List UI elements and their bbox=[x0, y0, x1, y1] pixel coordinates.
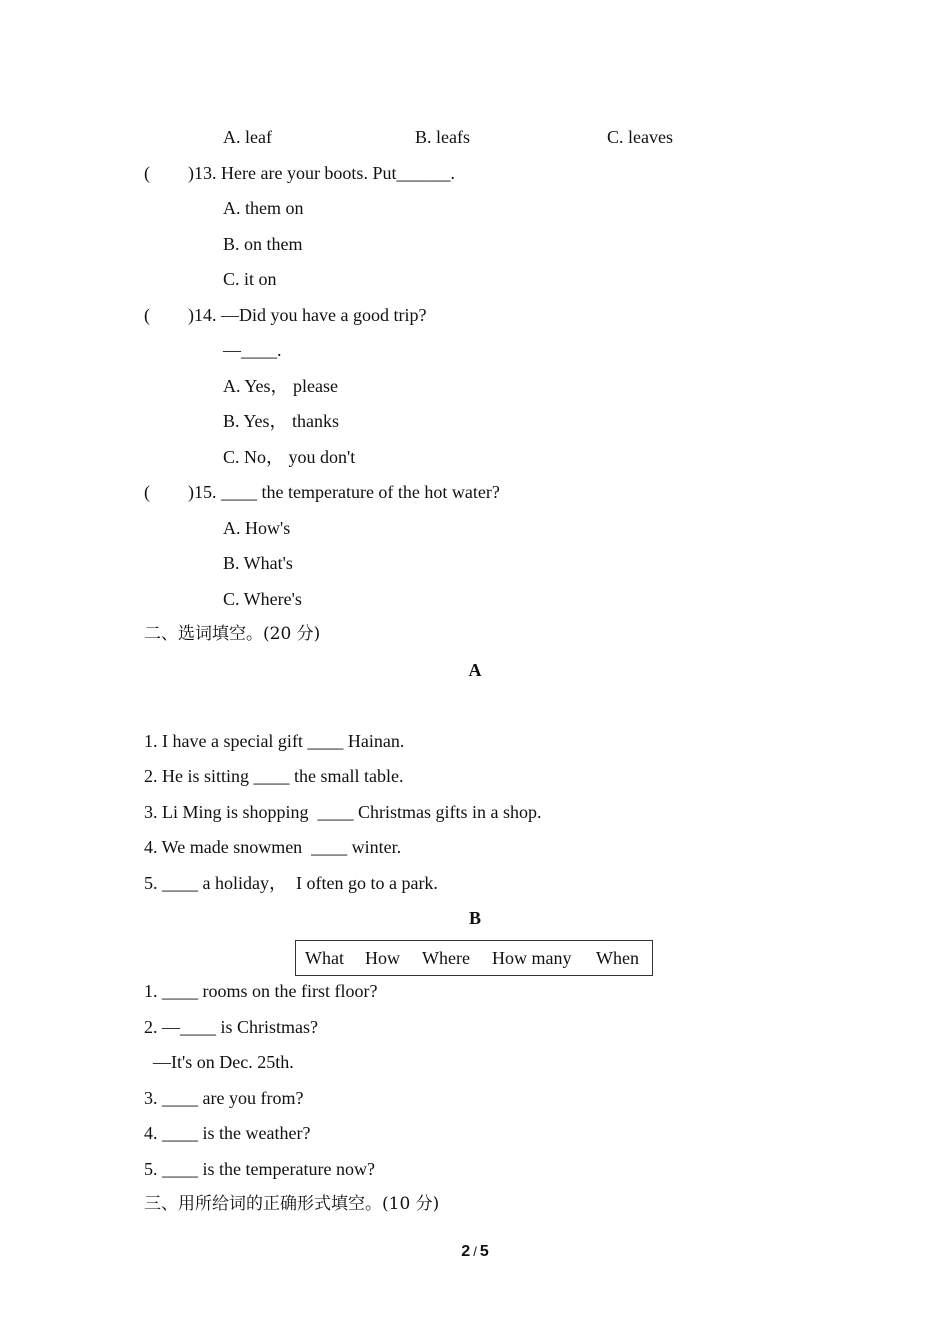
q15-option-c: C. Where's bbox=[223, 589, 302, 609]
q13-option-b: B. on them bbox=[223, 234, 303, 254]
q14-option-c: C. No， you don't bbox=[223, 447, 356, 467]
q15-answer-paren[interactable]: ( bbox=[144, 482, 150, 502]
part-a-item-5: 5. ____ a holiday， I often go to a park. bbox=[144, 873, 438, 893]
q14-reply: —____. bbox=[223, 340, 282, 360]
q14-answer-paren[interactable]: ( bbox=[144, 305, 150, 325]
section2-title: 二、选词填空。(20 分) bbox=[144, 624, 321, 644]
q12-option-b: B. leafs bbox=[415, 127, 470, 147]
q12-option-a: A. leaf bbox=[223, 127, 272, 147]
q13-option-c: C. it on bbox=[223, 269, 277, 289]
part-b-item-5: 5. ____ is the temperature now? bbox=[144, 1159, 375, 1179]
word-box-item: What bbox=[305, 948, 344, 968]
q13-option-a: A. them on bbox=[223, 198, 304, 218]
part-a-label: A bbox=[468, 660, 482, 680]
q15-option-a: A. How's bbox=[223, 518, 291, 538]
page-separator: / bbox=[473, 1244, 477, 1259]
part-b-label: B bbox=[468, 908, 481, 928]
word-box-item: How bbox=[365, 948, 400, 968]
part-b-item-2: 2. —____ is Christmas? bbox=[144, 1017, 318, 1037]
part-a-item-2: 2. He is sitting ____ the small table. bbox=[144, 766, 404, 786]
q14-stem: )14. —Did you have a good trip? bbox=[188, 305, 427, 325]
q14-option-b: B. Yes， thanks bbox=[223, 411, 340, 431]
page-number bbox=[0, 1243, 950, 1261]
part-a-item-4: 4. We made snowmen ____ winter. bbox=[144, 837, 402, 857]
page-total: 5 bbox=[479, 1243, 489, 1260]
q15-stem: )15. ____ the temperature of the hot water? bbox=[188, 482, 500, 502]
q12-option-c: C. leaves bbox=[607, 127, 673, 147]
section3-title: 三、用所给词的正确形式填空。(10 分) bbox=[144, 1194, 440, 1214]
q15-option-b: B. What's bbox=[223, 553, 293, 573]
word-box-item: How many bbox=[492, 948, 572, 968]
part-a-item-3: 3. Li Ming is shopping ____ Christmas gifts in a shop. bbox=[144, 802, 542, 822]
part-b-item-1: 1. ____ rooms on the first floor? bbox=[144, 981, 378, 1001]
q13-stem: )13. Here are your boots. Put______. bbox=[188, 163, 455, 183]
page-current: 2 bbox=[461, 1243, 471, 1260]
word-box-item: Where bbox=[422, 948, 470, 968]
part-b-item-2-reply: —It's on Dec. 25th. bbox=[144, 1052, 294, 1072]
q13-answer-paren[interactable]: ( bbox=[144, 163, 150, 183]
part-b-item-4: 4. ____ is the weather? bbox=[144, 1123, 311, 1143]
q14-option-a: A. Yes， please bbox=[223, 376, 338, 396]
word-box bbox=[295, 940, 653, 976]
word-box-item: When bbox=[596, 948, 639, 968]
part-b-item-3: 3. ____ are you from? bbox=[144, 1088, 304, 1108]
part-a-item-1: 1. I have a special gift ____ Hainan. bbox=[144, 731, 405, 751]
